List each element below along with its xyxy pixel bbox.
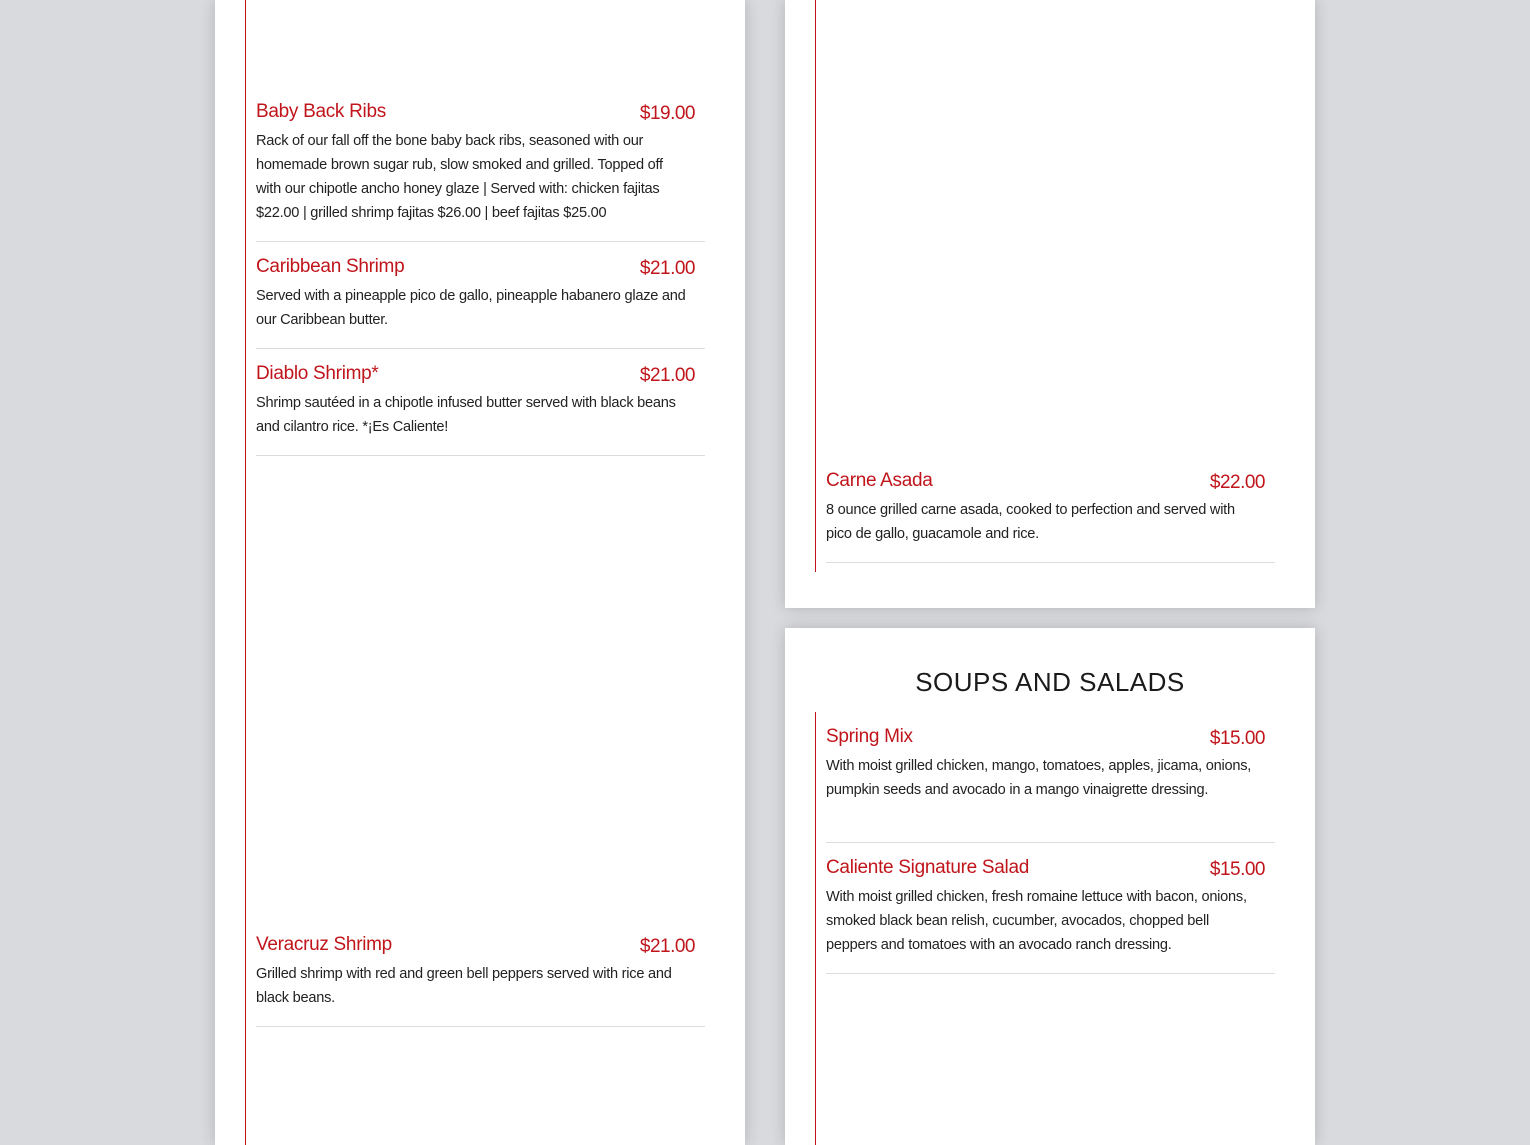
menu-item[interactable]: [256, 100, 705, 242]
menu-item[interactable]: [826, 469, 1275, 563]
item-description: With moist grilled chicken, fresh romaine lettuce with bacon, onions, smoked black bean relish, cucumber, avocados, chopped bell peppers and tomatoes with an avocado ranch dressing.: [826, 889, 1247, 953]
item-price: $19.00: [639, 103, 695, 124]
accent-rule: [245, 0, 246, 1145]
menu-item[interactable]: [256, 255, 705, 349]
menu-card-right-top: [785, 0, 1315, 608]
item-price: $22.00: [1209, 472, 1265, 493]
section-title: SOUPS AND SALADS: [915, 667, 1185, 697]
accent-rule: [815, 0, 816, 572]
item-description: Rack of our fall off the bone baby back ribs, seasoned with our homemade brown sugar rub, slow smoked and grilled. Topped off with our chipotle ancho honey glaze | Served with: chicken fajitas $22.00 | grilled shrimp fajitas $26.00 | beef fajitas $25.00: [256, 133, 663, 221]
item-description: With moist grilled chicken, mango, tomatoes, apples, jicama, onions, pumpkin seeds and avocado in a mango vinaigrette dressing.: [826, 758, 1252, 798]
item-price: $15.00: [1209, 728, 1265, 749]
item-price: $21.00: [639, 365, 695, 386]
item-description: Shrimp sautéed in a chipotle infused butter served with black beans and cilantro rice. *¡Es Caliente!: [256, 395, 676, 435]
item-name: Spring Mix: [826, 726, 913, 747]
item-name: Carne Asada: [826, 470, 933, 491]
item-name: Caliente Signature Salad: [826, 857, 1029, 878]
item-price: $21.00: [639, 936, 695, 957]
item-description: Served with a pineapple pico de gallo, pineapple habanero glaze and our Caribbean butter.: [256, 288, 686, 328]
menu-card-left: [215, 0, 745, 1145]
menu-card-soups-salads: [785, 628, 1315, 1145]
menu-item[interactable]: [256, 362, 705, 456]
menu-item[interactable]: [826, 725, 1275, 843]
item-price: $21.00: [639, 258, 695, 279]
item-name: Baby Back Ribs: [256, 101, 386, 122]
item-price: $15.00: [1209, 859, 1265, 880]
menu-item[interactable]: [256, 933, 705, 1027]
item-name: Veracruz Shrimp: [256, 934, 392, 955]
item-description: Grilled shrimp with red and green bell peppers served with rice and black beans.: [256, 966, 672, 1006]
item-description: 8 ounce grilled carne asada, cooked to perfection and served with pico de gallo, guacamole and rice.: [826, 502, 1235, 542]
item-name: Diablo Shrimp*: [256, 363, 379, 384]
menu-item[interactable]: [826, 856, 1275, 974]
item-name: Caribbean Shrimp: [256, 256, 405, 277]
accent-rule: [815, 712, 816, 1145]
